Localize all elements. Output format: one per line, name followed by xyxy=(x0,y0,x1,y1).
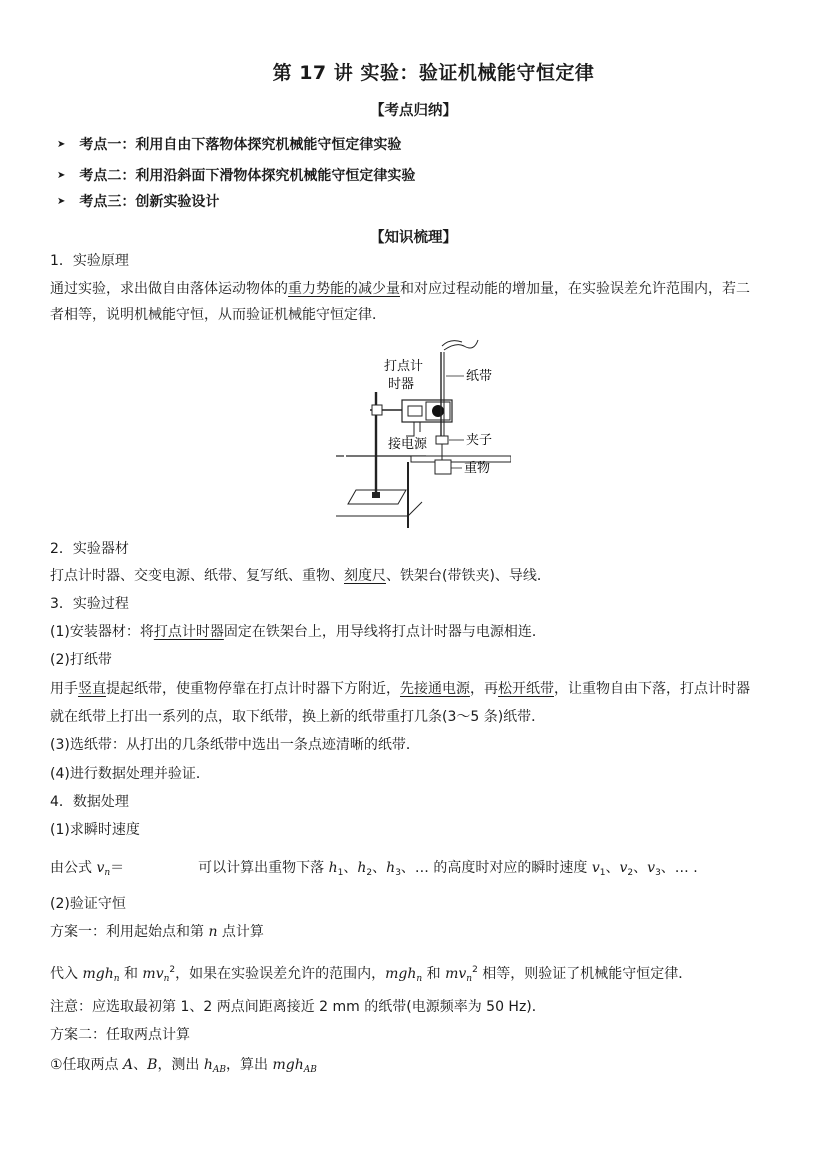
kaodian-text: 考点三：创新实验设计 xyxy=(79,194,220,210)
paragraph-line: 者相等，说明机械能守恒，从而验证机械能守恒定律． xyxy=(50,307,386,323)
var-mv: mv xyxy=(142,966,164,982)
paragraph-line xyxy=(50,1055,785,1080)
kaodian-text: 考点二：利用沿斜面下滑物体探究机械能守恒定律实验 xyxy=(79,168,416,184)
var-v: v xyxy=(619,860,628,876)
paragraph-line: 注意：应选取最初第 1、2 两点间距离接近 2 mm 的纸带(电源频率为 50 Hz)． xyxy=(50,999,546,1015)
underlined-term: 重力势能的减少量 xyxy=(288,281,400,297)
text: 和 xyxy=(119,966,143,982)
sub: 3 xyxy=(655,868,661,878)
var-h: h xyxy=(386,860,396,876)
apparatus-diagram xyxy=(336,332,511,532)
var-mv: mv xyxy=(445,966,467,982)
var-B: B xyxy=(147,1057,158,1073)
wire xyxy=(406,422,414,436)
clamp-boss xyxy=(372,405,382,415)
formula-line xyxy=(50,858,785,883)
paragraph-line: (1)求瞬时速度 xyxy=(50,822,140,838)
var-h: h xyxy=(328,860,338,876)
text: 提起纸带，使重物停靠在打点计时器下方附近， xyxy=(106,681,400,697)
paragraph-line: (2)验证守恒 xyxy=(50,896,126,912)
text: 固定在铁架台上，用导线将打点计时器与电源相连． xyxy=(223,624,546,640)
var-n: n xyxy=(208,924,218,940)
label-tape: 纸带 xyxy=(466,369,493,384)
var-h: h xyxy=(203,1057,213,1073)
label-clip: 夹子 xyxy=(466,433,493,448)
label-timer: 时器 xyxy=(388,377,415,392)
text: 代入 xyxy=(50,966,83,982)
underlined-term: 打点计时器 xyxy=(153,624,224,640)
label-timer: 打点计 xyxy=(384,359,424,374)
text: ，算出 xyxy=(226,1057,273,1073)
var-v: v xyxy=(647,860,656,876)
text: 可以计算出重物下落 xyxy=(198,860,329,876)
text: ①任取两点 xyxy=(50,1057,124,1073)
sup: 2 xyxy=(169,965,176,975)
text: 由公式 xyxy=(50,860,97,876)
paragraph-line: 就在纸带上打出一系列的点，取下纸带，换上新的纸带重打几条(3～5 条)纸带． xyxy=(50,709,546,725)
paragraph-line: (4)进行数据处理并验证． xyxy=(50,766,210,782)
underlined-term: 先接通电源 xyxy=(400,681,470,697)
text: 、… . xyxy=(660,860,698,876)
text: 、… 的高度时对应的瞬时速度 xyxy=(400,860,592,876)
formula-line xyxy=(50,960,785,989)
var-v: v xyxy=(591,860,600,876)
sub-AB: AB xyxy=(303,1065,317,1075)
text: 和对应过程动能的增加量，在实验误差允许范围内，若二 xyxy=(400,281,750,297)
bullet-arrow-icon: ➤ xyxy=(57,195,66,207)
text: ，再 xyxy=(470,681,498,697)
label-power: 接电源 xyxy=(388,437,428,452)
clip xyxy=(436,436,448,444)
bullet-arrow-icon: ➤ xyxy=(57,138,66,150)
page-title: 第 17 讲 实验：验证机械能守恒定律 xyxy=(272,62,595,84)
paragraph-line: 方案二：任取两点计算 xyxy=(50,1027,190,1043)
hand xyxy=(442,341,462,346)
sub: 2 xyxy=(627,868,634,878)
sub: 2 xyxy=(366,868,373,878)
paragraph-line xyxy=(50,566,785,586)
var-A: A xyxy=(123,1057,134,1073)
label-weight: 重物 xyxy=(464,461,491,476)
var-mgh: mgh xyxy=(385,966,417,982)
sub: 1 xyxy=(599,868,606,878)
rod-foot xyxy=(372,492,380,498)
paragraph-line: (2)打纸带 xyxy=(50,652,112,668)
var-h: h xyxy=(357,860,367,876)
heading-data: 4．数据处理 xyxy=(50,794,129,810)
text: 、 xyxy=(605,860,620,876)
text: 和 xyxy=(422,966,446,982)
kaodian-item xyxy=(57,134,401,154)
text: 、 xyxy=(372,860,387,876)
section-heading-zhishi: 【知识梳理】 xyxy=(370,230,457,246)
text: 、 xyxy=(633,860,648,876)
text: 方案一：利用起始点和第 xyxy=(50,924,209,940)
text: 通过实验，求出做自由落体运动物体的 xyxy=(50,281,288,297)
heading-equipment: 2．实验器材 xyxy=(50,541,129,557)
text: 、 xyxy=(343,860,358,876)
underlined-term: 竖直 xyxy=(78,681,106,697)
text: 打点计时器、交变电源、纸带、复写纸、重物、 xyxy=(50,568,344,584)
table-surface xyxy=(411,456,511,462)
underlined-term: 刻度尺 xyxy=(344,568,386,584)
kaodian-text: 考点一：利用自由下落物体探究机械能守恒定律实验 xyxy=(79,137,402,153)
paragraph-line xyxy=(50,922,785,942)
text: ，如果在实验误差允许的范围内， xyxy=(175,966,386,982)
var-v: v xyxy=(96,860,105,876)
heading-procedure: 3．实验过程 xyxy=(50,596,129,612)
sub-n: n xyxy=(113,974,120,984)
sub-n: n xyxy=(163,974,170,984)
timer-coil xyxy=(408,406,422,416)
section-heading-kaodian: 【考点归纳】 xyxy=(370,103,457,119)
text: ，测出 xyxy=(157,1057,204,1073)
sub-AB: AB xyxy=(212,1065,227,1075)
sub-n: n xyxy=(104,868,111,878)
text: 相等，则验证了机械能守恒定律． xyxy=(477,966,693,982)
kaodian-item xyxy=(57,191,219,211)
paragraph-line: (3)选纸带：从打出的几条纸带中选出一条点迹清晰的纸带． xyxy=(50,737,420,753)
bullet-arrow-icon: ➤ xyxy=(57,169,66,181)
text: (1)安装器材：将 xyxy=(50,624,154,640)
text: 点计算 xyxy=(217,924,264,940)
kaodian-item xyxy=(57,165,415,185)
timer-wheel xyxy=(432,405,444,417)
sup: 2 xyxy=(472,965,478,975)
sub-n: n xyxy=(466,974,473,984)
sub: 3 xyxy=(395,868,401,878)
table-shelf-edge xyxy=(408,502,422,516)
paragraph-line xyxy=(50,679,785,699)
text: 、铁架台(带铁夹)、导线． xyxy=(386,568,551,584)
underlined-term: 松开纸带 xyxy=(498,681,554,697)
sub: 1 xyxy=(337,868,344,878)
sub-n: n xyxy=(416,974,423,984)
text: ，让重物自由下落，打点计时器 xyxy=(554,681,750,697)
paragraph-line xyxy=(50,622,785,642)
var-mgh: mgh xyxy=(272,1057,304,1073)
text: 用手 xyxy=(50,681,78,697)
text: ＝ xyxy=(110,860,125,876)
weight-block xyxy=(435,460,451,474)
paragraph-line xyxy=(50,279,785,299)
heading-principle: 1．实验原理 xyxy=(50,253,129,269)
var-mgh: mgh xyxy=(82,966,114,982)
text: 、 xyxy=(133,1057,148,1073)
